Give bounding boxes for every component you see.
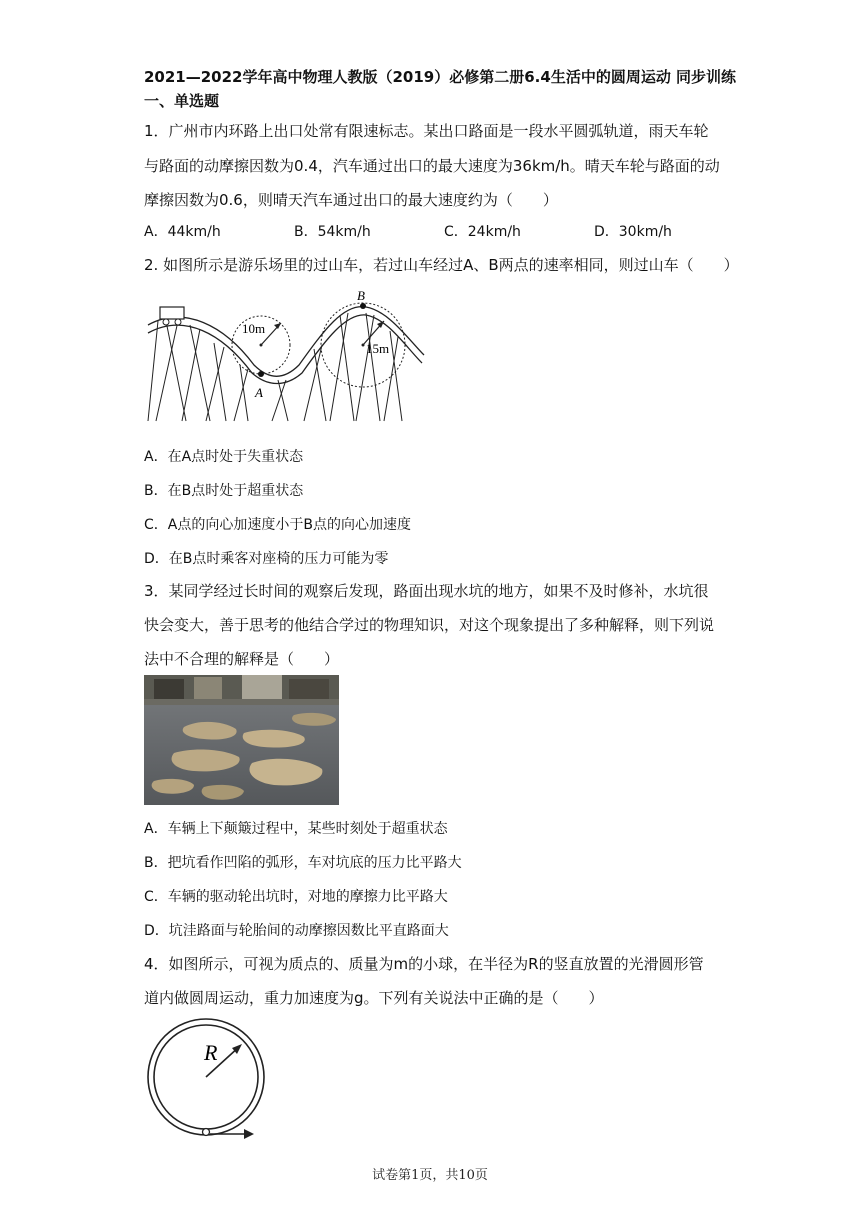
car-wheel	[175, 319, 181, 325]
q1-line-2: 与路面的动摩擦因数为0.4，汽车通过出口的最大速度为36km/h。晴天车轮与路面的动	[144, 157, 720, 175]
roller-coaster-figure	[144, 285, 428, 425]
q1-option-a: A．44km/h	[144, 224, 221, 240]
q3-option-c: C．车辆的驱动轮出坑时，对地的摩擦力比平路大	[144, 889, 448, 905]
q3-line-3: 法中不合理的解释是（ ）	[144, 650, 340, 668]
circular-tube-figure	[144, 1018, 274, 1143]
radius-label-r: R	[204, 1040, 218, 1065]
radius-label-10m: 10m	[242, 321, 266, 336]
q1-option-c: C．24km/h	[444, 224, 521, 240]
q2-line-1: 2. 如图所示是游乐场里的过山车，若过山车经过A、B两点的速率相同，则过山车（ ）	[144, 256, 739, 274]
q3-option-d: D．坑洼路面与轮胎间的动摩擦因数比平直路面大	[144, 923, 449, 939]
page-footer: 试卷第1页，共10页	[372, 1168, 488, 1183]
q2-option-a: A．在A点时处于失重状态	[144, 449, 304, 465]
pothole-photo	[144, 675, 339, 805]
q3-line-2: 快会变大，善于思考的他结合学过的物理知识，对这个现象提出了多种解释，则下列说	[144, 616, 715, 634]
q1-option-b: B．54km/h	[294, 224, 371, 240]
q2-option-c: C．A点的向心加速度小于B点的向心加速度	[144, 517, 411, 533]
q4-line-1: 4．如图所示，可视为质点的、质量为m的小球，在半径为R的竖直放置的光滑圆形管	[144, 955, 704, 973]
car-wheel	[163, 319, 169, 325]
q3-option-b: B．把坑看作凹陷的弧形，车对坑底的压力比平路大	[144, 855, 462, 871]
q2-option-b: B．在B点时处于超重状态	[144, 483, 304, 499]
ball	[203, 1129, 210, 1136]
page-title: 2021—2022学年高中物理人教版（2019）必修第二册6.4生活中的圆周运动 同步训练	[144, 68, 737, 86]
section-heading: 一、单选题	[144, 92, 220, 110]
point-b-dot	[360, 303, 366, 309]
point-b-label: B	[357, 288, 365, 303]
q3-line-1: 3．某同学经过长时间的观察后发现，路面出现水坑的地方，如果不及时修补，水坑很	[144, 582, 709, 600]
point-a-dot	[258, 371, 264, 377]
radius-label-15m: 15m	[366, 341, 390, 356]
point-a-label: A	[255, 385, 263, 400]
q1-option-d: D．30km/h	[594, 224, 672, 240]
q3-option-a: A．车辆上下颠簸过程中，某些时刻处于超重状态	[144, 821, 448, 837]
q2-option-d: D．在B点时乘客对座椅的压力可能为零	[144, 551, 389, 567]
q1-line-1: 1．广州市内环路上出口处常有限速标志。某出口路面是一段水平圆弧轨道，雨天车轮	[144, 122, 709, 140]
q1-line-3: 摩擦因数为0.6，则晴天汽车通过出口的最大速度约为（ ）	[144, 191, 558, 209]
coaster-car	[160, 307, 184, 319]
q4-line-2: 道内做圆周运动，重力加速度为g。下列有关说法中正确的是（ ）	[144, 989, 604, 1007]
